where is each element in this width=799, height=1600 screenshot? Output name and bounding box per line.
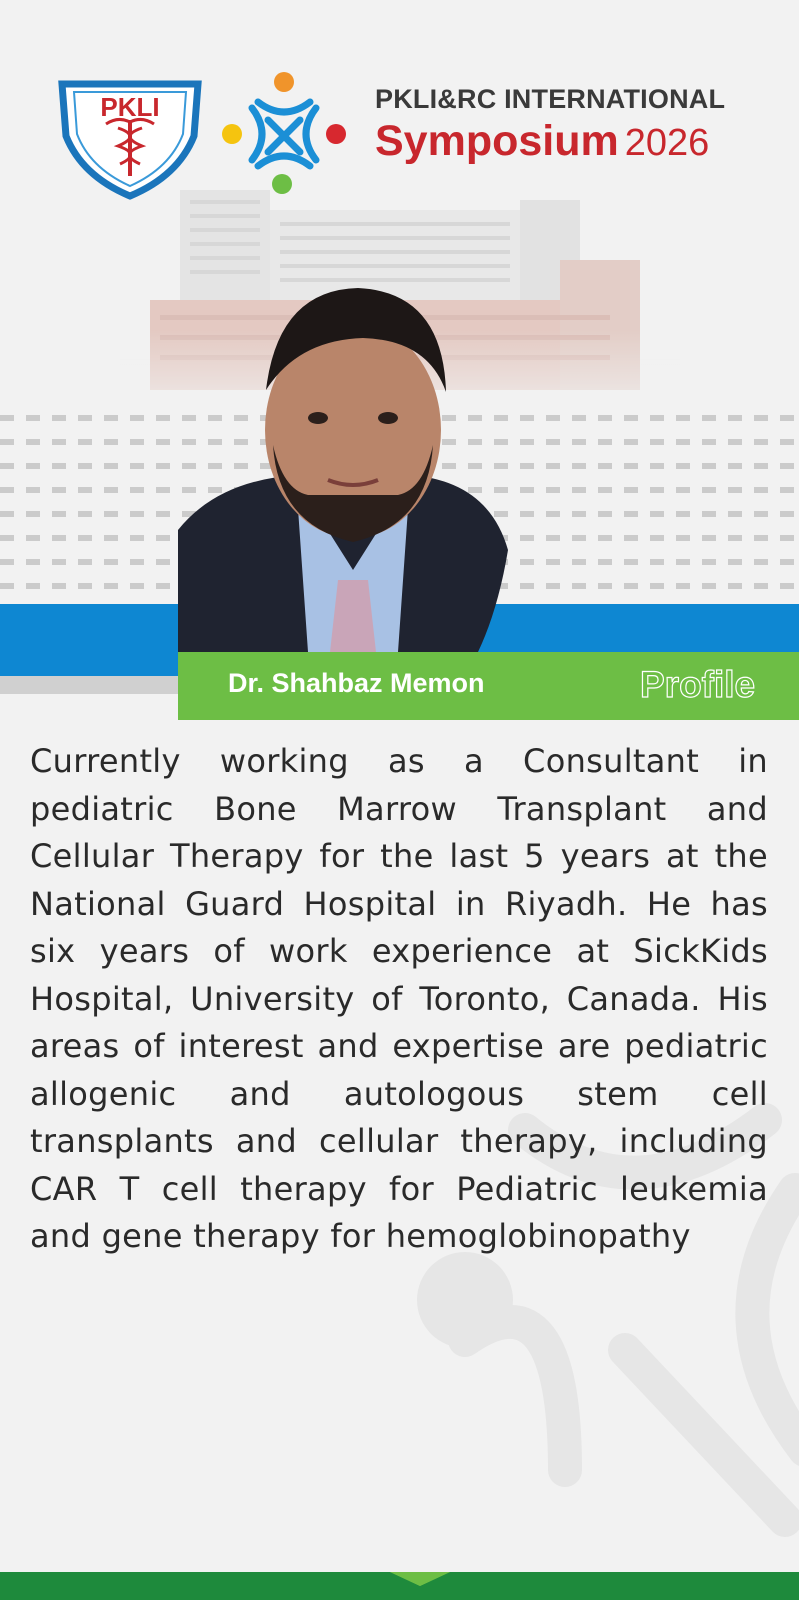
event-name-line (375, 117, 775, 166)
logo-text: PKLI (100, 92, 160, 122)
event-name: Symposium (375, 117, 619, 165)
event-org: PKLI&RC INTERNATIONAL (375, 84, 726, 114)
footer-band (0, 1572, 799, 1600)
profile-label: Profile (640, 664, 756, 705)
speaker-photo (178, 280, 528, 652)
event-year: 2026 (624, 122, 710, 164)
pkli-caduceus-shield-icon (58, 76, 202, 200)
grey-band (0, 676, 180, 694)
event-title (375, 84, 775, 166)
speaker-name: Dr. Shahbaz Memon (228, 668, 485, 698)
people-circle-logo-icon (220, 72, 348, 200)
speaker-bio: Currently working as a Consultant in pediatric Bone Marrow Transplant and Cellular Therapy for the last 5 years at the National Guard Hospital in Riyadh. He has six years of work experience at SickKids Hospital, University of Toronto, Canada. His areas of interest and expertise are pediatric allogenic and autologous stem cell transplants and cellular therapy, including CAR T cell therapy for Pediatric leukemia and gene therapy for hemoglobinopathy (30, 742, 768, 1255)
